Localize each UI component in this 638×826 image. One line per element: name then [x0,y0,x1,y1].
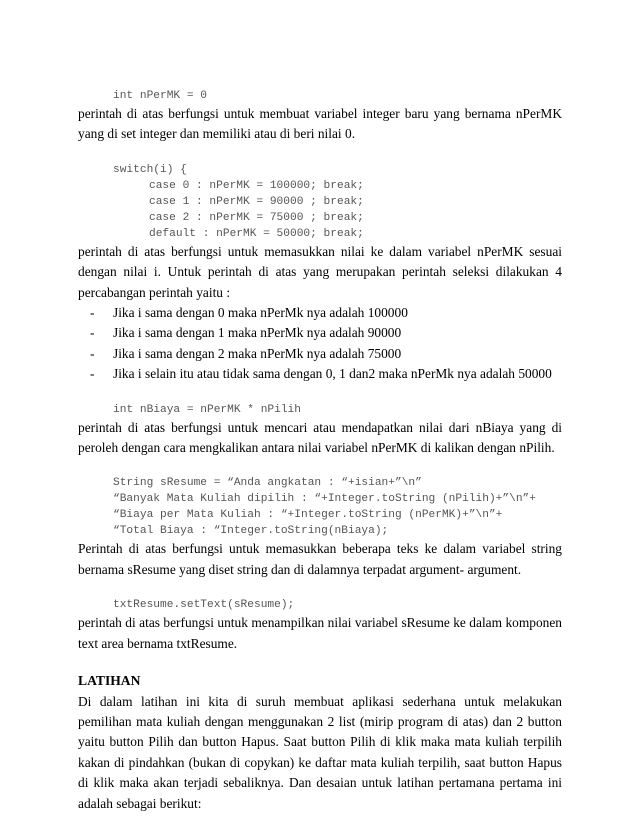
code-line: txtResume.setText(sResume); [113,599,295,612]
code-line: int nPerMK = 0 [113,90,207,102]
document-page [78,88,562,814]
code-line: “Total Biaya : “Integer.toString(nBiaya); [113,525,389,538]
list-item: - Jika i sama dengan 1 maka nPerMk nya adalah 90000 [90,325,402,341]
code-snippet-nPerMK-init [78,88,562,104]
paragraph-nBiaya: perintah di atas berfungsi untuk mencari atau mendapatkan nilai dari nBiaya yang di peroleh dengan cara mengkalikan antara nilai variabel nPerMK di kalikan dengan nPilih. [78,419,562,456]
paragraph-nPerMK-init: perintah di atas berfungsi untuk membuat variabel integer baru yang bernama nPerMK yang di set integer dan memiliki atau di beri nilai 0. [78,106,562,142]
section-heading-latihan: LATIHAN [78,673,141,689]
code-snippet-sResume [78,475,562,539]
list-item: - Jika i sama dengan 0 maka nPerMk nya adalah 100000 [90,305,408,321]
code-snippet-switch [78,162,562,242]
list-item: - Jika i sama dengan 2 maka nPerMk nya adalah 75000 [90,345,402,361]
paragraph-switch: perintah di atas berfungsi untuk memasukkan nilai ke dalam variabel nPerMK sesuai dengan nilai i. Untuk perintah di atas yang merupakan perintah seleksi dilakukan 4 percabangan perintah yaitu : [78,243,562,300]
code-line: switch(i) { [113,163,187,176]
paragraph-sResume: Perintah di atas berfungsi untuk memasukkan beberapa teks ke dalam variabel string bernama sResume yang diset string dan di dalamnya terpadat argument- argument. [78,541,562,577]
code-line: case 2 : nPerMK = 75000 ; break; [149,211,364,224]
code-line: default : nPerMK = 50000; break; [149,227,364,240]
paragraph-setText: perintah di atas berfungsi untuk menampilkan nilai variabel sResume ke dalam komponen text area bernama txtResume. [78,615,562,651]
code-line: case 0 : nPerMK = 100000; break; [149,179,364,192]
code-line: “Banyak Mata Kuliah dipilih : “+Integer.toString (nPilih)+”\n”+ [113,493,536,506]
code-snippet-setText [78,597,562,613]
code-line: “Biaya per Mata Kuliah : “+Integer.toString (nPerMK)+”\n”+ [113,509,503,522]
code-line: int nBiaya = nPerMK * nPilih [113,403,301,416]
code-line: String sResume = “Anda angkatan : “+isian+”\n” [113,477,422,490]
bullet-list-cases [78,303,562,385]
list-item: - Jika i selain itu atau tidak sama dengan 0, 1 dan2 maka nPerMk nya adalah 50000 [90,366,552,382]
code-line: case 1 : nPerMK = 90000 ; break; [149,195,364,208]
code-snippet-nBiaya [78,402,562,418]
paragraph-latihan: Di dalam latihan ini kita di suruh membuat aplikasi sederhana untuk melakukan pemilihan mata kuliah dengan menggunakan 2 list (mirip program di atas) dan 2 button yaitu button Pilih dan button Hapus. Saat button Pilih di klik maka mata kuliah terpilih kakan di pindahkan (bukan di copykan) ke daftar mata kuliah terpilih, saat button Hapus di klik maka akan terjadi sebaliknya. Dan desaian untuk latihan pertamana pertama ini adalah sebagai berikut: [78,693,562,811]
